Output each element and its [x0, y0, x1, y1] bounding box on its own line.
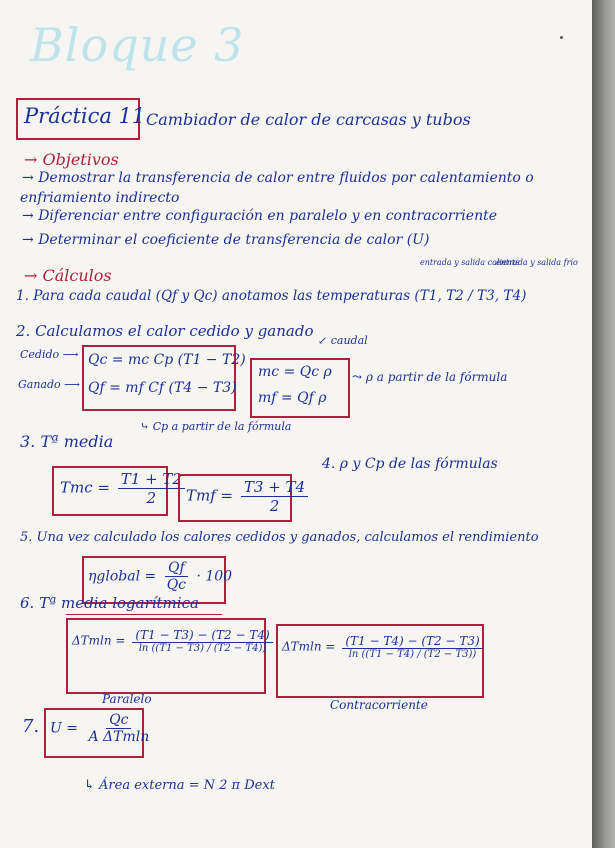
step-4: 4. ρ y Cp de las fórmulas — [322, 456, 498, 472]
scan-edge-shadow — [592, 0, 615, 848]
objetivo-item-2: → Diferenciar entre configuración en paralelo y en contracorriente — [22, 208, 497, 224]
step-1: 1. Para cada caudal (Qf y Qc) anotamos las temperaturas (T1, T2 / T3, T4) — [16, 288, 527, 304]
eq-u-num: Qc — [106, 712, 131, 729]
label-paralelo: Paralelo — [102, 692, 152, 706]
objetivo-item-3: → Determinar el coeficiente de transferencia de calor (U) — [22, 232, 430, 248]
eq-eta: ηglobal = $\frac{Qf}{Qc}$ · 100 — [88, 560, 233, 593]
eq-tmc: Tmc = $\frac{T1 + T2}{2}$ — [60, 470, 188, 507]
objetivos-heading: → Objetivos — [24, 150, 119, 169]
eq-tmf-den: 2 — [269, 497, 280, 515]
eq-mc: mc = Qc ρ — [258, 364, 332, 380]
step-7-number: 7. — [22, 716, 40, 737]
step-6: 6. Tª media logarítmica — [20, 594, 199, 612]
eq-tmc-num: T1 + T2 — [118, 470, 185, 489]
step-3: 3. Tª media — [20, 432, 114, 451]
ink-dot — [560, 36, 563, 39]
objetivo-item-1-cont: enfriamiento indirecto — [20, 190, 180, 206]
eq-eta-num: Qf — [165, 560, 188, 577]
eq-contracorriente: ΔTmln = $\frac{(T1 - T4) - (T2 - T3)}{\ln ((T1 - T4) / (T2 - T3))}$ — [282, 634, 486, 660]
eq-mf: mf = Qf ρ — [258, 390, 327, 406]
note-caudal: ↙ caudal — [318, 334, 368, 347]
bloque-title: Bloque 3 — [30, 18, 245, 72]
eq-tmf: Tmf = $\frac{T3 + T4}{2}$ — [186, 478, 311, 515]
eq-qc: Qc = mc Cp (T1 − T2) — [88, 352, 246, 368]
eq-eta-den: Qc — [166, 577, 187, 593]
eq-tmf-num: T3 + T4 — [241, 478, 308, 497]
label-ganado: Ganado ⟶ — [18, 378, 80, 391]
note-entrada-salida-caliente: entrada y salida caliente — [420, 258, 520, 267]
eq-par-num: (T1 − T3) − (T2 − T4) — [132, 628, 272, 643]
objetivo-item-1: → Demostrar la transferencia de calor entre fluidos por calentamiento o — [22, 170, 534, 186]
note-rho: ⤳ ρ a partir de la fórmula — [352, 370, 508, 384]
eq-u: U = $\frac{Qc}{\text{A ΔTmln}}$ — [50, 712, 155, 745]
practica-label: Práctica 11 — [24, 104, 146, 128]
eq-u-den: A ΔTmln — [88, 729, 150, 745]
area-externa: ↳ Área externa = N 2 π Dext — [84, 778, 275, 793]
eq-paralelo: ΔTmln = $\frac{(T1 - T3) - (T2 - T4)}{\ln ((T1 - T3) / (T2 - T4))}$ — [72, 628, 276, 654]
note-entrada-salida-frio: entrada y salida frío — [496, 258, 578, 267]
step-5: 5. Una vez calculado los calores cedidos y ganados, calculamos el rendimiento — [20, 530, 539, 545]
step-2: 2. Calculamos el calor cedido y ganado — [16, 322, 314, 340]
eq-tmc-den: 2 — [146, 489, 157, 507]
label-cedido: Cedido ⟶ — [20, 348, 79, 361]
eq-con-den: ln ((T1 − T4) / (T2 − T3)) — [348, 649, 477, 660]
calculos-heading: → Cálculos — [24, 266, 112, 285]
label-contracorriente: Contracorriente — [330, 698, 428, 712]
note-cp: ⤷ Cp a partir de la fórmula — [140, 420, 292, 433]
eq-con-num: (T1 − T4) − (T2 − T3) — [342, 634, 482, 649]
practica-title: Cambiador de calor de carcasas y tubos — [146, 110, 471, 129]
eq-qf: Qf = mf Cf (T4 − T3) — [88, 380, 237, 396]
eq-par-den: ln ((T1 − T3) / (T2 − T4)) — [138, 643, 267, 654]
step-6-underline — [66, 614, 222, 615]
